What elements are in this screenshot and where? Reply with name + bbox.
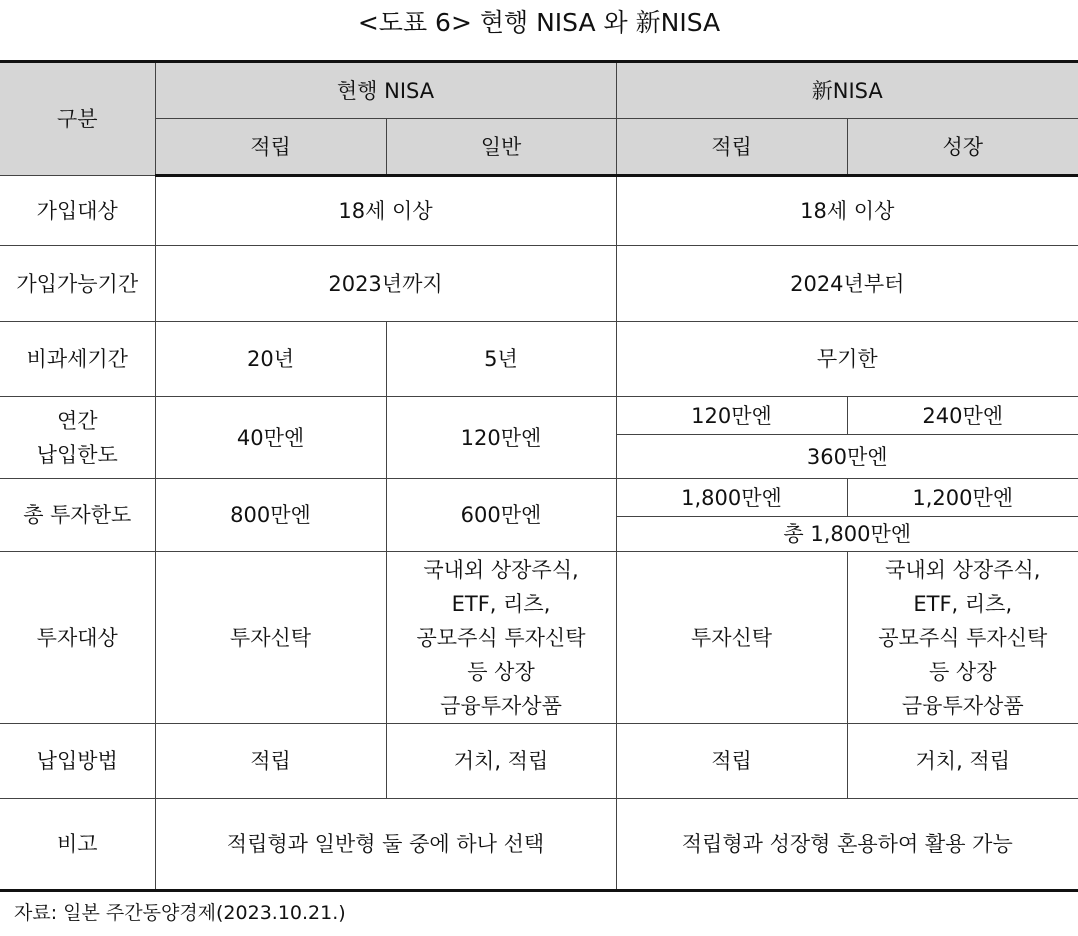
header-category: 구분 bbox=[0, 62, 155, 176]
row-label: 총 투자한도 bbox=[0, 479, 155, 552]
target-line: 국내외 상장주식, bbox=[885, 557, 1041, 582]
cell-new-saving: 1,800만엔 bbox=[616, 479, 847, 517]
row-label: 비과세기간 bbox=[0, 322, 155, 397]
cell-current-general: 120만엔 bbox=[386, 397, 616, 479]
cell-new-growth bbox=[847, 552, 1078, 724]
header-current-saving: 적립 bbox=[155, 119, 386, 176]
cell-new-saving: 투자신탁 bbox=[616, 552, 847, 724]
cell-new-saving: 적립 bbox=[616, 724, 847, 799]
target-line: ETF, 리츠, bbox=[451, 591, 551, 616]
cell-new-saving: 120만엔 bbox=[616, 397, 847, 435]
target-line: ETF, 리츠, bbox=[913, 591, 1013, 616]
cell-new-total: 360만엔 bbox=[616, 435, 1078, 479]
row-label: 가입대상 bbox=[0, 176, 155, 246]
source-note: 자료: 일본 주간동양경제(2023.10.21.) bbox=[14, 902, 346, 924]
cell-new: 2024년부터 bbox=[616, 246, 1078, 322]
row-targets bbox=[0, 552, 1078, 724]
header-new-saving: 적립 bbox=[616, 119, 847, 176]
nisa-comparison-table bbox=[0, 60, 1078, 892]
row-label bbox=[0, 397, 155, 479]
cell-new: 적립형과 성장형 혼용하여 활용 가능 bbox=[616, 799, 1078, 891]
cell-new-total: 총 1,800만엔 bbox=[616, 517, 1078, 552]
cell-current-saving: 20년 bbox=[155, 322, 386, 397]
row-eligibility bbox=[0, 176, 1078, 246]
row-label: 가입가능기간 bbox=[0, 246, 155, 322]
cell-current-general: 거치, 적립 bbox=[386, 724, 616, 799]
row-annual-limit bbox=[0, 397, 1078, 435]
header-current-nisa: 현행 NISA bbox=[155, 62, 616, 119]
cell-current-general: 5년 bbox=[386, 322, 616, 397]
row-total-limit bbox=[0, 479, 1078, 517]
row-note bbox=[0, 799, 1078, 891]
target-line: 금융투자상품 bbox=[901, 693, 1024, 718]
target-line: 금융투자상품 bbox=[440, 693, 562, 718]
cell-current: 18세 이상 bbox=[155, 176, 616, 246]
cell-current-saving: 800만엔 bbox=[155, 479, 386, 552]
row-tax-free bbox=[0, 322, 1078, 397]
row-label-line: 연간 bbox=[56, 408, 98, 433]
target-line: 공모주식 투자신탁 bbox=[878, 625, 1048, 650]
header-new-nisa: 新NISA bbox=[616, 62, 1078, 119]
cell-new-growth: 거치, 적립 bbox=[847, 724, 1078, 799]
target-line: 등 상장 bbox=[467, 659, 535, 684]
cell-current-saving: 40만엔 bbox=[155, 397, 386, 479]
target-line: 등 상장 bbox=[928, 659, 997, 684]
row-label: 비고 bbox=[0, 799, 155, 891]
cell-new: 18세 이상 bbox=[616, 176, 1078, 246]
cell-new-growth: 1,200만엔 bbox=[847, 479, 1078, 517]
cell-current-saving: 투자신탁 bbox=[155, 552, 386, 724]
cell-current-general: 600만엔 bbox=[386, 479, 616, 552]
row-label: 투자대상 bbox=[0, 552, 155, 724]
header-new-growth: 성장 bbox=[847, 119, 1078, 176]
cell-new-growth: 240만엔 bbox=[847, 397, 1078, 435]
row-method bbox=[0, 724, 1078, 799]
table-title: <도표 6> 현행 NISA 와 新NISA bbox=[357, 8, 721, 37]
cell-current: 적립형과 일반형 둘 중에 하나 선택 bbox=[155, 799, 616, 891]
cell-current: 2023년까지 bbox=[155, 246, 616, 322]
cell-new: 무기한 bbox=[616, 322, 1078, 397]
target-line: 국내외 상장주식, bbox=[423, 557, 579, 582]
cell-current-saving: 적립 bbox=[155, 724, 386, 799]
cell-current-general bbox=[386, 552, 616, 724]
row-label-line: 납입한도 bbox=[36, 442, 118, 467]
row-period bbox=[0, 246, 1078, 322]
row-label: 납입방법 bbox=[0, 724, 155, 799]
header-current-general: 일반 bbox=[386, 119, 616, 176]
target-line: 공모주식 투자신탁 bbox=[416, 625, 586, 650]
